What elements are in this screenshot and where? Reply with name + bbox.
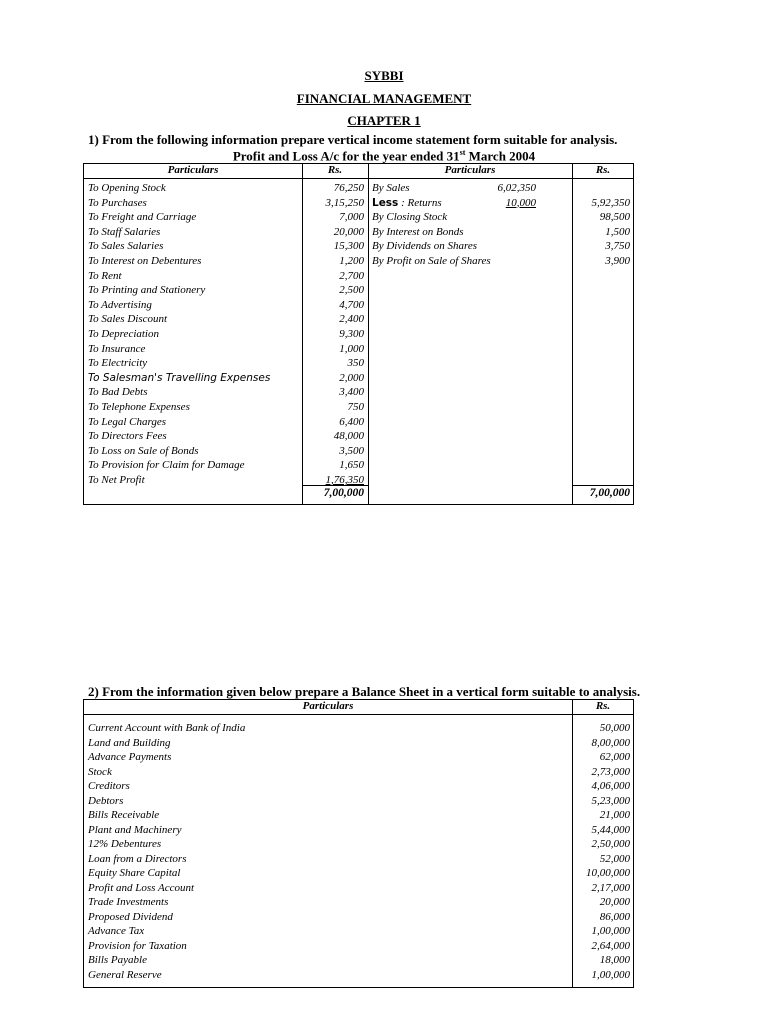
debit-row-label: To Net Profit <box>88 474 145 486</box>
profit-loss-table <box>83 163 634 505</box>
debit-row-label: To Electricity <box>88 357 148 370</box>
balance-row-label: Equity Share Capital <box>88 867 181 879</box>
debit-row-label: To Advertising <box>88 298 152 311</box>
balance-row-amount: 10,00,000 <box>586 867 630 879</box>
question-1: 1) From the following information prepare vertical income statement form suitable for analysis. <box>88 132 618 147</box>
header-financial-management: FINANCIAL MANAGEMENT <box>296 91 472 106</box>
debit-row-label: To Provision for Claim for Damage <box>88 459 245 472</box>
debit-row-label: To Staff Salaries <box>88 225 161 238</box>
debit-row-amount: 9,300 <box>339 328 364 340</box>
debit-row-amount: 3,500 <box>339 444 364 457</box>
balance-row-label: Stock <box>88 765 112 778</box>
total-rule-left <box>302 485 368 486</box>
th-particulars-left: Particulars <box>167 164 219 176</box>
balance-row-amount: 8,00,000 <box>591 736 630 749</box>
balance-row-amount: 86,000 <box>599 910 630 923</box>
debit-row-amount: 2,500 <box>339 284 364 297</box>
q1-subtitle-main: Profit and Loss A/c for the year ended 31 <box>232 148 460 164</box>
th-rs-right: Rs. <box>595 164 611 176</box>
debit-row-amount: 1,200 <box>339 255 364 267</box>
debit-row-amount: 2,700 <box>339 269 364 282</box>
balance-row-label: Creditors <box>88 780 130 792</box>
debit-row-label: To Purchases <box>88 196 147 209</box>
balance-row-amount: 62,000 <box>599 751 630 763</box>
balance-row-amount: 2,64,000 <box>591 939 630 952</box>
debit-row-amount: 1,76,350 <box>325 474 364 486</box>
balance-row-amount: 2,50,000 <box>591 838 630 850</box>
balance-row-amount: 5,44,000 <box>591 823 630 836</box>
q1-subtitle <box>0 148 768 164</box>
th-rs-left: Rs. <box>327 164 343 176</box>
debit-row-label: To Legal Charges <box>88 415 167 428</box>
balance-row-amount: 2,17,000 <box>591 881 630 894</box>
balance-row-label: Bills Receivable <box>88 809 160 821</box>
balance-sheet-table <box>83 699 634 988</box>
balance-row-label: General Reserve <box>88 968 162 981</box>
balance-row-label: Proposed Dividend <box>88 910 173 923</box>
debit-row-amount: 4,700 <box>339 298 364 311</box>
credit-row-label-text: : Returns <box>398 196 442 209</box>
total-right: 7,00,000 <box>589 487 630 499</box>
balance-row-label: Loan from a Directors <box>88 852 187 865</box>
debit-row-amount: 76,250 <box>333 182 364 194</box>
debit-row-amount: 2,000 <box>339 371 364 384</box>
debit-row-label: To Insurance <box>88 342 146 355</box>
header-sybbi: SYBBI <box>364 68 404 83</box>
debit-row-label: To Salesman's Travelling Expenses <box>88 371 271 384</box>
balance-row-label: Advance Tax <box>88 925 145 937</box>
balance-row-amount: 50,000 <box>599 722 630 734</box>
total-left: 7,00,000 <box>323 487 364 499</box>
debit-row-amount: 3,15,250 <box>325 196 364 209</box>
debit-row-label: To Interest on Debentures <box>88 255 202 267</box>
header-divider <box>84 714 633 715</box>
balance-row-amount: 52,000 <box>599 852 630 865</box>
balance-row-label: Land and Building <box>88 736 171 749</box>
th-particulars: Particulars <box>302 700 354 712</box>
credit-row-amount: 3,750 <box>605 240 630 253</box>
total-rule-right <box>572 485 634 486</box>
debit-row-label: To Printing and Stationery <box>88 284 206 297</box>
debit-row-amount: 6,400 <box>339 415 364 428</box>
question-2: 2) From the information given below prepare a Balance Sheet in a vertical form suitable to analysis. <box>88 684 641 699</box>
credit-row-label: By Profit on Sale of Shares <box>372 255 491 267</box>
debit-row-label: To Bad Debts <box>88 386 148 399</box>
debit-row-label: To Depreciation <box>88 328 159 340</box>
debit-row-label: To Directors Fees <box>88 430 167 443</box>
debit-row-amount: 1,000 <box>339 342 364 355</box>
credit-row-label: By Sales <box>372 182 410 194</box>
credit-row-label <box>372 196 442 211</box>
debit-row-label: To Sales Discount <box>88 313 168 326</box>
q1-subtitle-tail: March 2004 <box>465 148 536 164</box>
credit-row-amount: 98,500 <box>599 211 630 224</box>
balance-row-label: Advance Payments <box>88 751 172 763</box>
debit-row-label: To Freight and Carriage <box>88 211 197 224</box>
debit-row-amount: 1,650 <box>339 459 364 472</box>
balance-row-label: Current Account with Bank of India <box>88 722 246 734</box>
balance-row-label: Profit and Loss Account <box>88 881 195 894</box>
credit-row-label: By Closing Stock <box>372 211 448 224</box>
credit-row-inner-amount: 10,000 <box>505 196 536 209</box>
balance-row-amount: 18,000 <box>599 954 630 966</box>
debit-row-label: To Loss on Sale of Bonds <box>88 444 199 457</box>
debit-row-amount: 20,000 <box>333 225 364 238</box>
balance-row-amount: 21,000 <box>599 809 630 821</box>
less-label: Less <box>372 196 399 209</box>
debit-row-label: To Telephone Expenses <box>88 401 190 413</box>
th-particulars-right: Particulars <box>444 164 496 176</box>
credit-row-label: By Interest on Bonds <box>372 225 464 238</box>
credit-row-amount: 3,900 <box>605 255 630 267</box>
debit-row-label: To Sales Salaries <box>88 240 164 253</box>
credit-row-label: By Dividends on Shares <box>372 240 477 253</box>
debit-row-amount: 3,400 <box>339 386 364 399</box>
credit-row-amount: 1,500 <box>605 225 630 238</box>
debit-row-amount: 350 <box>347 357 364 370</box>
header-divider <box>84 178 633 179</box>
debit-row-amount: 15,300 <box>333 240 364 253</box>
balance-row-amount: 1,00,000 <box>591 968 630 981</box>
balance-row-amount: 2,73,000 <box>591 765 630 778</box>
balance-row-label: Provision for Taxation <box>88 939 187 952</box>
balance-row-amount: 20,000 <box>599 896 630 908</box>
balance-row-label: 12% Debentures <box>88 838 162 850</box>
balance-row-label: Trade Investments <box>88 896 169 908</box>
th-rs: Rs. <box>595 700 611 712</box>
credit-row-amount: 5,92,350 <box>591 196 630 209</box>
balance-row-amount: 1,00,000 <box>591 925 630 937</box>
balance-row-label: Bills Payable <box>88 954 147 966</box>
debit-row-label: To Rent <box>88 269 122 282</box>
debit-row-amount: 48,000 <box>333 430 364 443</box>
debit-row-amount: 750 <box>347 401 364 413</box>
debit-row-amount: 2,400 <box>339 313 364 326</box>
balance-row-label: Plant and Machinery <box>88 823 182 836</box>
credit-row-inner-amount: 6,02,350 <box>497 182 536 194</box>
header-chapter: CHAPTER 1 <box>347 113 421 128</box>
balance-row-label: Debtors <box>88 794 124 807</box>
debit-row-amount: 7,000 <box>339 211 364 224</box>
debit-row-label: To Opening Stock <box>88 182 166 194</box>
balance-row-amount: 4,06,000 <box>591 780 630 792</box>
q1-subtitle-sup: st <box>459 148 466 157</box>
col-divider <box>368 164 369 504</box>
balance-row-amount: 5,23,000 <box>591 794 630 807</box>
